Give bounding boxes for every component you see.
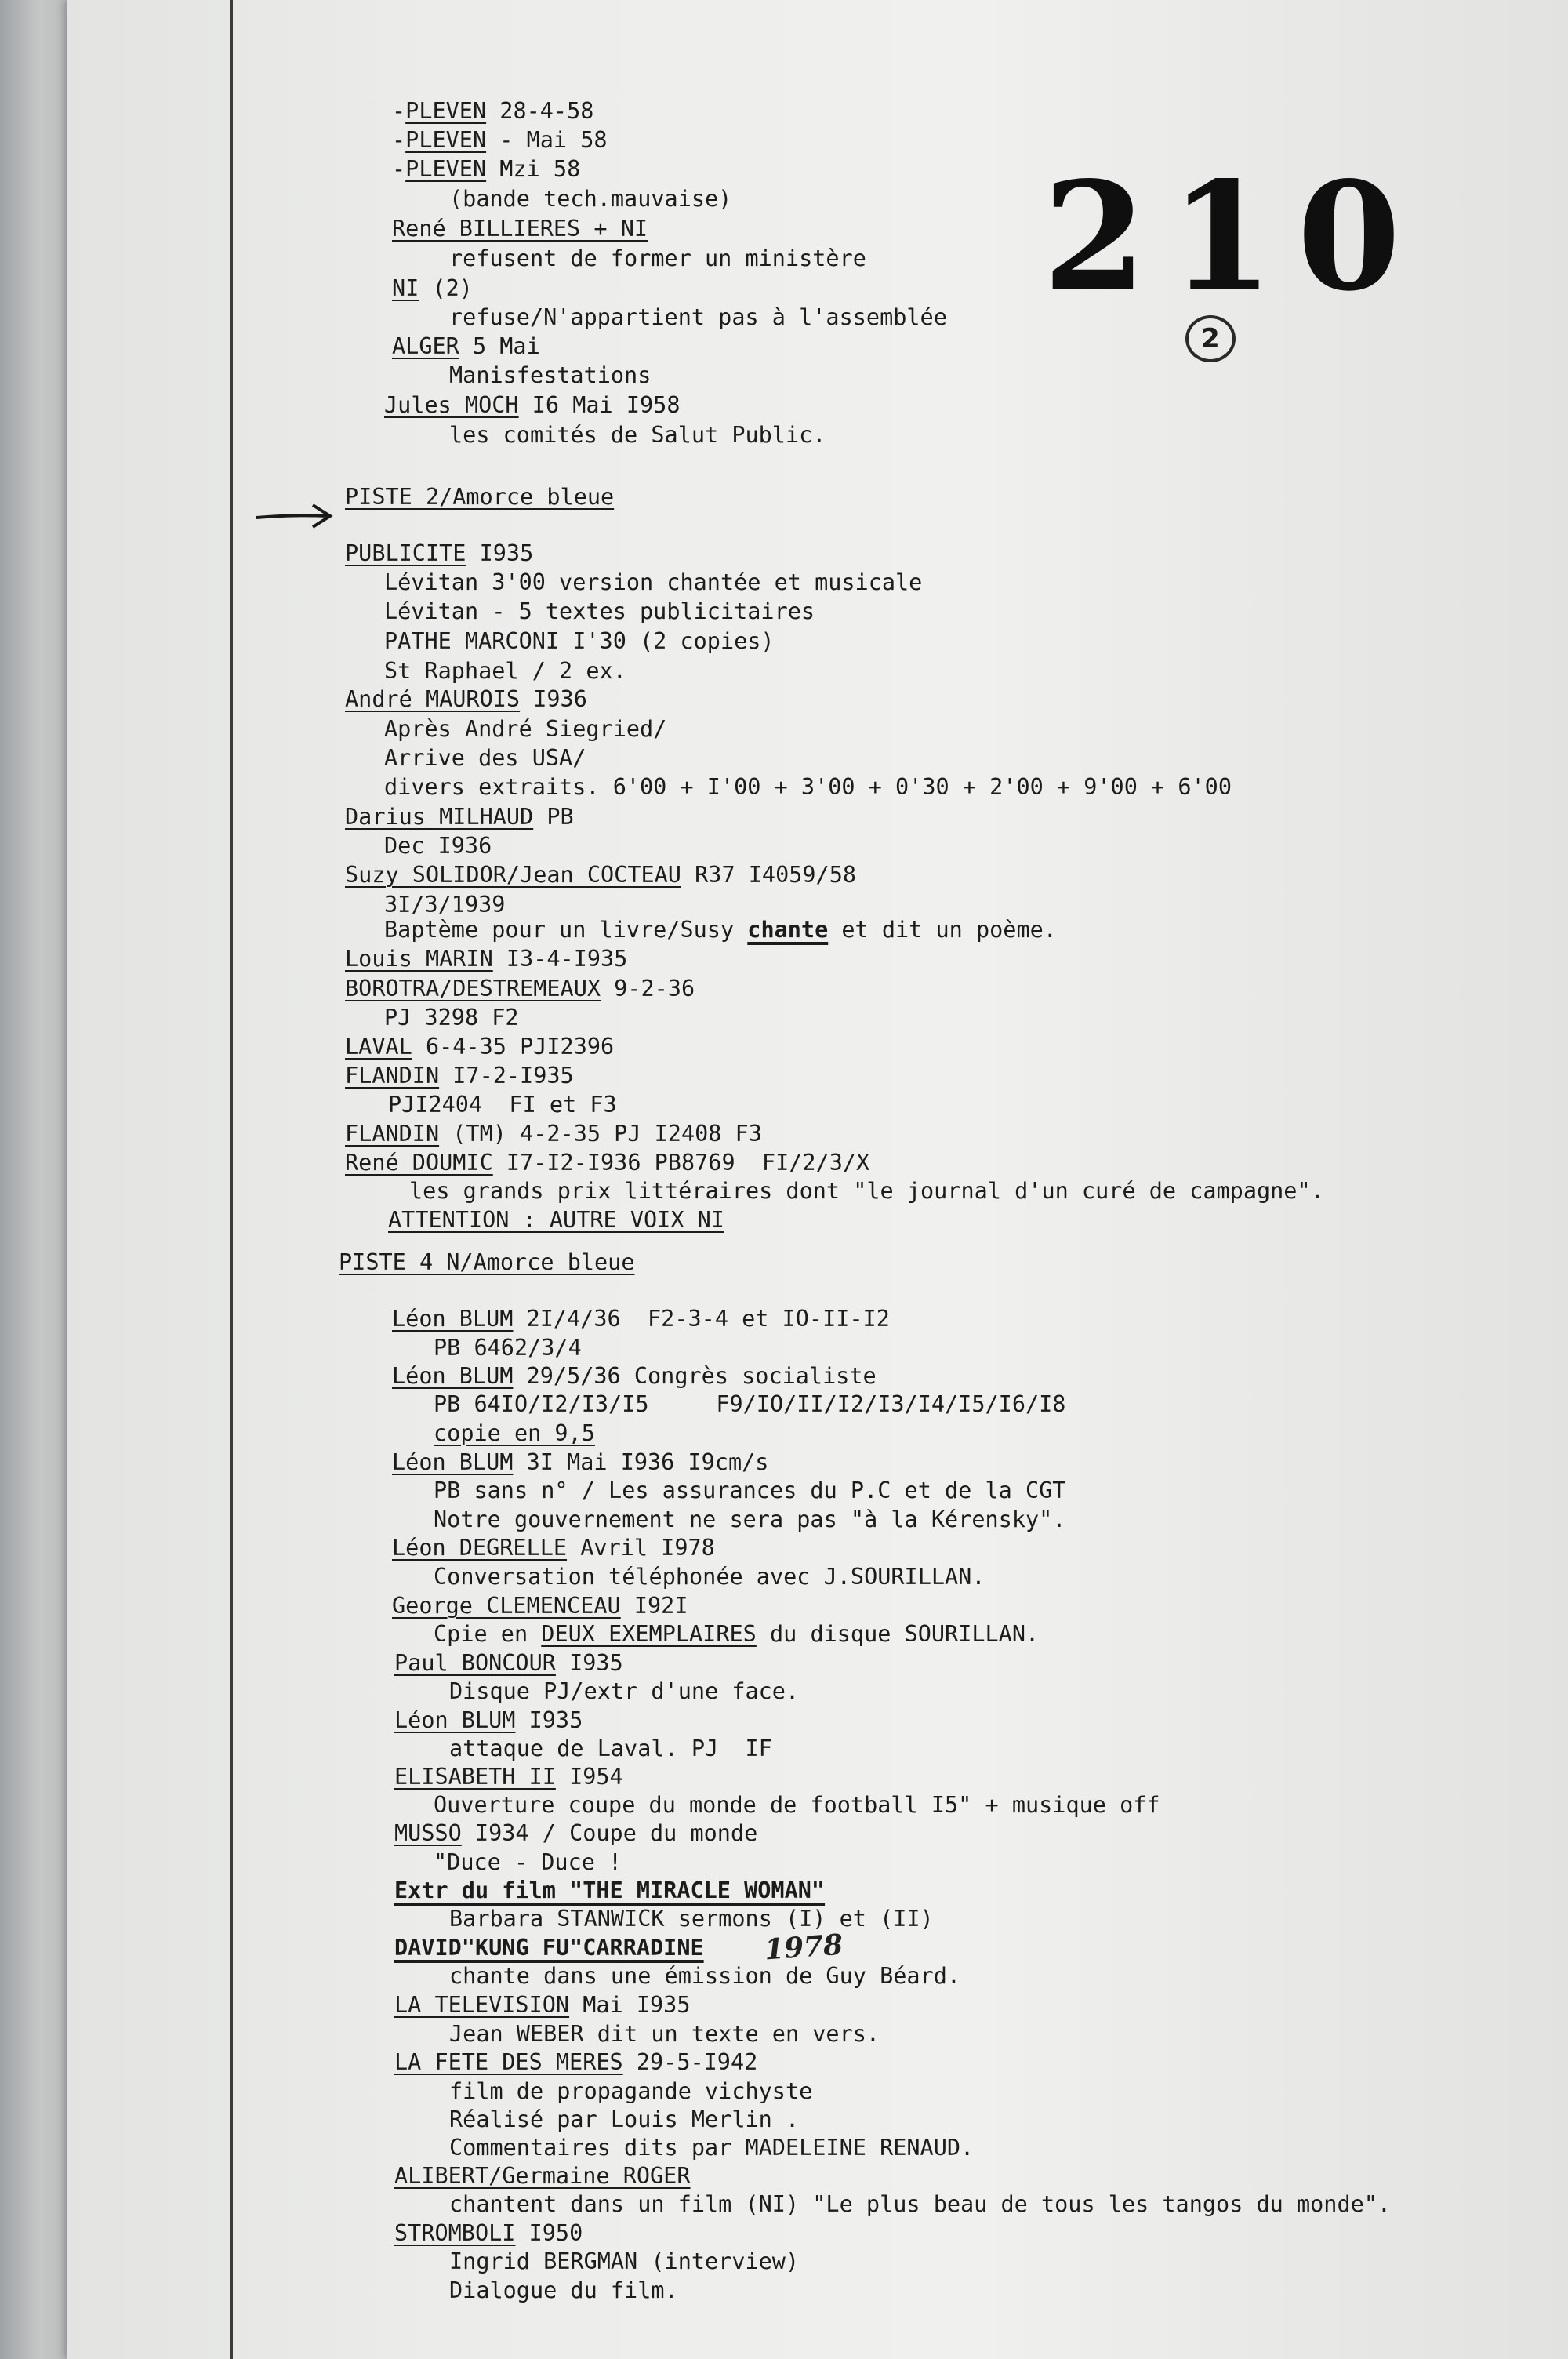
entry-line: Dialogue du film. bbox=[449, 2277, 678, 2303]
entry-line: refuse/N'appartient pas à l'assemblée bbox=[449, 304, 947, 330]
entry-line: PJ 3298 F2 bbox=[384, 1005, 519, 1030]
entry-line: René BILLIERES + NI bbox=[392, 216, 648, 242]
entry-line: attaque de Laval. PJ IF bbox=[449, 1736, 772, 1761]
section-heading: PISTE 4 N/Amorce bleue bbox=[339, 1249, 635, 1275]
entry-line: Suzy SOLIDOR/Jean COCTEAU R37 I4059/58 bbox=[345, 862, 857, 888]
arrow-icon bbox=[255, 502, 333, 530]
entry-line: Après André Siegried/ bbox=[384, 716, 667, 742]
circled-mark: 2 bbox=[1185, 315, 1236, 362]
entry-line: MUSSO I934 / Coupe du monde bbox=[394, 1820, 758, 1846]
entry-line: PB 6462/3/4 bbox=[434, 1335, 582, 1361]
entry-line: BOROTRA/DESTREMEAUX 9-2-36 bbox=[345, 976, 695, 1001]
entry-line: Réalisé par Louis Merlin . bbox=[449, 2106, 800, 2132]
handwritten-note: 1978 bbox=[763, 1928, 844, 1967]
entry-line: "Duce - Duce ! bbox=[434, 1849, 622, 1875]
entry-line: les comités de Salut Public. bbox=[449, 422, 826, 448]
entry-line: Extr du film "THE MIRACLE WOMAN" bbox=[394, 1877, 826, 1903]
entry-line: -PLEVEN Mzi 58 bbox=[392, 156, 581, 182]
entry-line: ELISABETH II I954 bbox=[394, 1764, 623, 1790]
entry-line: -PLEVEN - Mai 58 bbox=[392, 127, 608, 153]
entry-line: Ouverture coupe du monde de football I5" + musique off bbox=[434, 1792, 1160, 1818]
page-number-stamp: 210 bbox=[1043, 149, 1425, 324]
entry-line: PB 64IO/I2/I3/I5 F9/IO/II/I2/I3/I4/I5/I6/I8 bbox=[434, 1391, 1066, 1417]
entry-line: Léon BLUM 3I Mai I936 I9cm/s bbox=[392, 1449, 769, 1475]
entry-line: FLANDIN (TM) 4-2-35 PJ I2408 F3 bbox=[345, 1121, 762, 1147]
entry-line: LA FETE DES MERES 29-5-I942 bbox=[394, 2049, 758, 2075]
entry-line: Louis MARIN I3-4-I935 bbox=[345, 946, 628, 972]
entry-line: Paul BONCOUR I935 bbox=[394, 1650, 623, 1676]
entry-line: -PLEVEN 28-4-58 bbox=[392, 98, 594, 124]
entry-line: Léon BLUM 29/5/36 Congrès socialiste bbox=[392, 1363, 877, 1389]
entry-line: Cpie en DEUX EXEMPLAIRES du disque SOURILLAN. bbox=[434, 1621, 1040, 1647]
entry-line: PUBLICITE I935 bbox=[345, 540, 534, 566]
entry-line: Lévitan 3'00 version chantée et musicale bbox=[384, 569, 923, 595]
entry-line: chantent dans un film (NI) "Le plus beau de tous les tangos du monde". bbox=[449, 2191, 1392, 2217]
entry-line: Jean WEBER dit un texte en vers. bbox=[449, 2021, 880, 2047]
entry-line: André MAUROIS I936 bbox=[345, 686, 587, 712]
entry-line: St Raphael / 2 ex. bbox=[384, 658, 626, 684]
margin-rule bbox=[230, 0, 233, 2359]
entry-line: Lévitan - 5 textes publicitaires bbox=[384, 598, 815, 624]
entry-line: Manisfestations bbox=[449, 362, 652, 388]
entry-line: Commentaires dits par MADELEINE RENAUD. bbox=[449, 2135, 975, 2161]
entry-line: Dec I936 bbox=[384, 833, 492, 859]
entry-line: PJI2404 FI et F3 bbox=[388, 1092, 617, 1118]
entry-line: film de propagande vichyste bbox=[449, 2078, 813, 2104]
entry-line: LAVAL 6-4-35 PJI2396 bbox=[345, 1034, 615, 1060]
entry-line: les grands prix littéraires dont "le journal d'un curé de campagne". bbox=[409, 1178, 1324, 1204]
entry-line: PB sans n° / Les assurances du P.C et de la CGT bbox=[434, 1478, 1066, 1503]
entry-line: Baptème pour un livre/Susy chante et dit un poème. bbox=[384, 917, 1057, 943]
entry-line: LA TELEVISION Mai I935 bbox=[394, 1992, 691, 2018]
entry-line: Léon BLUM 2I/4/36 F2-3-4 et IO-II-I2 bbox=[392, 1306, 890, 1332]
entry-line: ATTENTION : AUTRE VOIX NI bbox=[388, 1207, 724, 1233]
entry-line: chante dans une émission de Guy Béard. bbox=[449, 1963, 961, 1989]
entry-line: René DOUMIC I7-I2-I936 PB8769 FI/2/3/X bbox=[345, 1150, 870, 1176]
entry-line: Léon BLUM I935 bbox=[394, 1707, 583, 1733]
entry-line: copie en 9,5 bbox=[434, 1420, 595, 1446]
entry-line: Notre gouvernement ne sera pas "à la Kérensky". bbox=[434, 1507, 1066, 1532]
entry-line: (bande tech.mauvaise) bbox=[449, 186, 732, 212]
entry-line: refusent de former un ministère bbox=[449, 245, 866, 271]
entry-line: DAVID"KUNG FU"CARRADINE bbox=[394, 1935, 704, 1961]
entry-line: PATHE MARCONI I'30 (2 copies) bbox=[384, 628, 775, 654]
entry-line: FLANDIN I7-2-I935 bbox=[345, 1063, 574, 1089]
entry-line: STROMBOLI I950 bbox=[394, 2220, 583, 2246]
entry-line: 3I/3/1939 bbox=[384, 892, 506, 918]
entry-line: ALGER 5 Mai bbox=[392, 333, 540, 359]
entry-line: Conversation téléphonée avec J.SOURILLAN. bbox=[434, 1564, 985, 1590]
entry-line: Jules MOCH I6 Mai I958 bbox=[384, 392, 681, 418]
entry-line: Léon DEGRELLE Avril I978 bbox=[392, 1535, 715, 1561]
entry-line: Disque PJ/extr d'une face. bbox=[449, 1678, 800, 1704]
entry-line: Darius MILHAUD PB bbox=[345, 804, 574, 830]
entry-line: NI (2) bbox=[392, 275, 473, 301]
entry-line: ALIBERT/Germaine ROGER bbox=[394, 2163, 691, 2189]
entry-line: Ingrid BERGMAN (interview) bbox=[449, 2248, 800, 2274]
binder-edge bbox=[0, 0, 67, 2359]
section-heading: PISTE 2/Amorce bleue bbox=[345, 484, 615, 510]
entry-line: Barbara STANWICK sermons (I) et (II) bbox=[449, 1906, 934, 1932]
entry-line: Arrive des USA/ bbox=[384, 745, 586, 771]
entry-line: George CLEMENCEAU I92I bbox=[392, 1593, 688, 1619]
entry-line: divers extraits. 6'00 + I'00 + 3'00 + 0'30 + 2'00 + 9'00 + 6'00 bbox=[384, 774, 1232, 800]
